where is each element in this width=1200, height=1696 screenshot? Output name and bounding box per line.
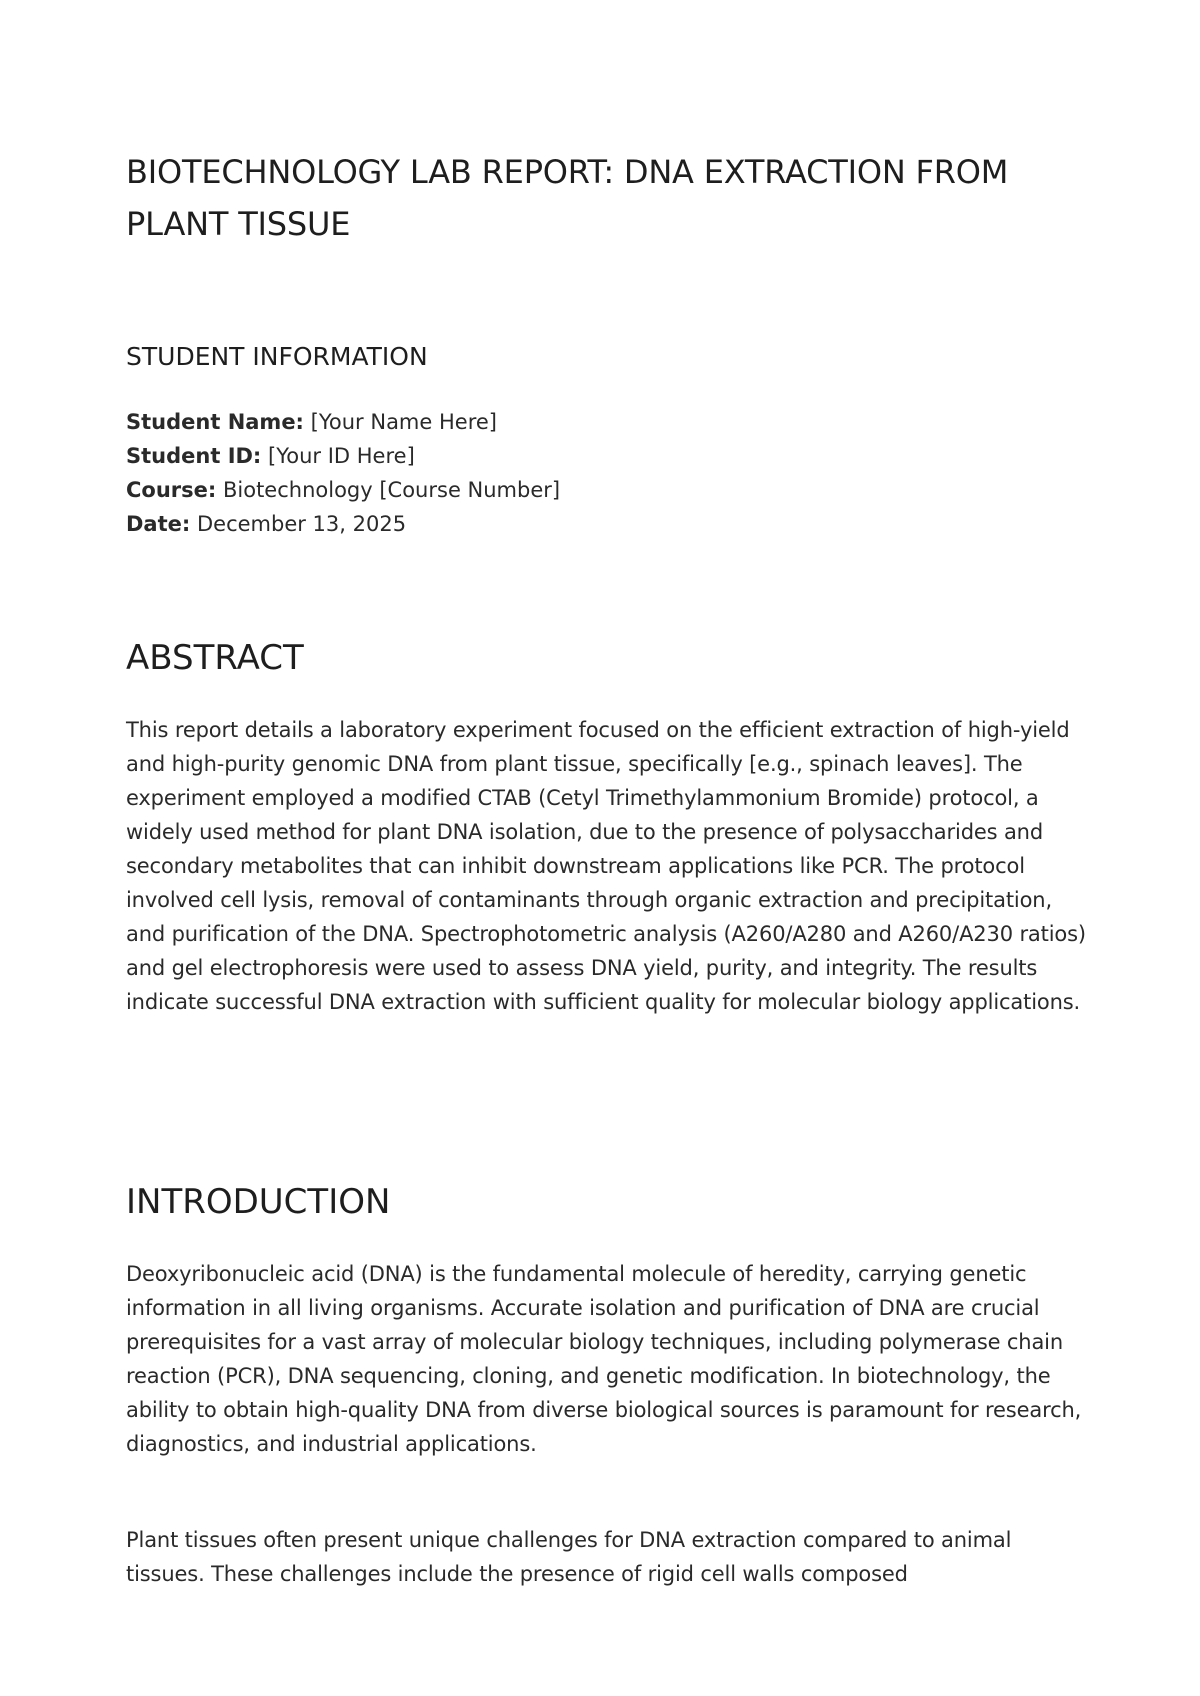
introduction-paragraph-1: Deoxyribonucleic acid (DNA) is the fundamental molecule of heredity, carrying genetic information in all living organisms. Accurate isolation and purification of DNA are crucial prerequisites for a vast array of molecular biology techniques, including polymerase chain reaction (PCR), DNA sequencing, cloning, and genetic modification. In biotechnology, the ability to obtain high-quality DNA from diverse biological sources is paramount for research, diagnostics, and industrial applications. — [126, 1262, 1082, 1456]
date-label: Date: — [126, 512, 191, 536]
student-name-row — [126, 405, 560, 439]
student-id-row — [126, 439, 560, 473]
introduction-paragraph-2: Plant tissues often present unique challenges for DNA extraction compared to animal tissues. These challenges include the presence of rigid cell walls composed — [126, 1528, 1012, 1586]
document-title: BIOTECHNOLOGY LAB REPORT: DNA EXTRACTION FROM PLANT TISSUE — [126, 153, 1009, 243]
student-id-label: Student ID: — [126, 444, 262, 468]
course-label: Course: — [126, 478, 217, 502]
abstract-heading: ABSTRACT — [126, 638, 304, 678]
date-row — [126, 507, 560, 541]
abstract-paragraph: This report details a laboratory experiment focused on the efficient extraction of high-yield and high-purity genomic DNA from plant tissue, specifically [e.g., spinach leaves]. The experiment employed a modified CTAB (Cetyl Trimethylammonium Bromide) protocol, a widely used method for plant DNA isolation, due to the presence of polysaccharides and secondary metabolites that can inhibit downstream applications like PCR. The protocol involved cell lysis, removal of contaminants through organic extraction and precipitation, and purification of the DNA. Spectrophotometric analysis (A260/A280 and A260/A230 ratios) and gel electrophoresis were used to assess DNA yield, purity, and integrity. The results indicate successful DNA extraction with sufficient quality for molecular biology applications. — [126, 718, 1086, 1014]
student-id-value: [Your ID Here] — [268, 444, 415, 468]
course-row — [126, 473, 560, 507]
student-name-label: Student Name: — [126, 410, 304, 434]
date-value: December 13, 2025 — [196, 512, 407, 536]
student-info-heading: STUDENT INFORMATION — [126, 342, 428, 371]
introduction-heading: INTRODUCTION — [126, 1182, 391, 1222]
student-name-value: [Your Name Here] — [310, 410, 497, 434]
course-value: Biotechnology [Course Number] — [222, 478, 561, 502]
student-info-list — [126, 405, 560, 541]
